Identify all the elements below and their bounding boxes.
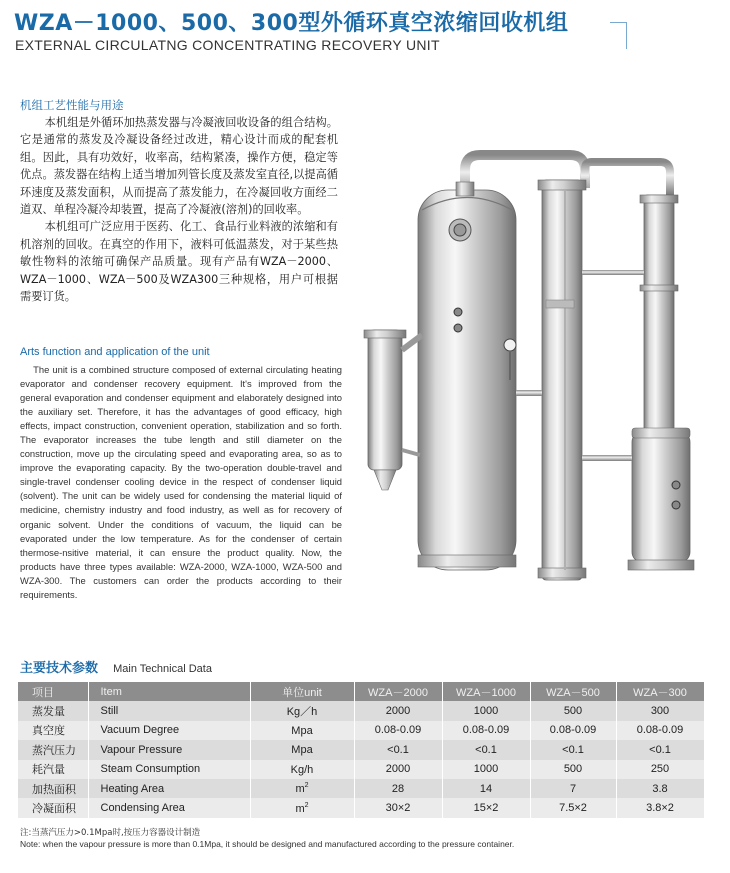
row-label-en: Vapour Pressure — [88, 740, 250, 759]
cell-wza300: 3.8 — [616, 779, 704, 798]
column-header-item-en: Item — [88, 682, 250, 701]
row-unit — [250, 740, 354, 759]
row-unit — [250, 760, 354, 779]
unit-text: m — [295, 783, 305, 796]
column-header-wza300: WZA－300 — [616, 682, 704, 701]
row-unit — [250, 798, 354, 817]
spec-table — [18, 682, 705, 818]
equipment-photo — [360, 150, 720, 590]
page-title: WZA－1000、500、300型外循环真空浓缩回收机组 — [14, 11, 569, 36]
cell-wza500: <0.1 — [530, 740, 616, 759]
row-label-cn: 加热面积 — [18, 779, 88, 798]
row-label-cn: 冷凝面积 — [18, 798, 88, 817]
footnote — [20, 828, 514, 850]
params-heading — [20, 657, 212, 676]
page-subtitle: EXTERNAL CIRCULATNG CONCENTRATING RECOVERY UNIT — [15, 37, 440, 53]
paragraph-cn-2: 本机组可广泛应用于医药、化工、食品行业料液的浓缩和有机溶剂的回收。在真空的作用下，液料可低温蒸发，对于某些热敏性物料的浓缩可确保产品质量。现有产品有WZA－2000、WZA－1000、WZA－500及WZA300三种规格，用户可根据需要订货。 — [20, 220, 338, 304]
table-row — [18, 760, 704, 779]
cell-wza2000: 0.08-0.09 — [354, 721, 442, 740]
cell-wza500: 500 — [530, 701, 616, 720]
unit-text: Mpa — [291, 744, 313, 757]
row-label-cn: 蒸发量 — [18, 701, 88, 720]
params-heading-en: Main Technical Data — [113, 663, 212, 675]
cell-wza300: <0.1 — [616, 740, 704, 759]
cell-wza1000: 1000 — [442, 701, 530, 720]
row-unit — [250, 701, 354, 720]
row-label-en: Steam Consumption — [88, 760, 250, 779]
unit-exponent: 2 — [304, 782, 309, 790]
cell-wza1000: 14 — [442, 779, 530, 798]
column-header-item-cn: 项目 — [18, 682, 88, 701]
paragraph-cn-1: 本机组是外循环加热蒸发器与冷凝液回收设备的组合结构。它是通常的蒸发及冷凝设备经过改进，精心设计而成的配套机组。因此，具有功效好，收率高，结构紧凑，操作方便，稳定等优点。蒸发器在结构上适当增加列管长度及蒸发室直径,以提高循环速度及蒸发面积，从而提高了蒸发能力，在冷凝回收方面经二道双、单程冷凝冷却装置，提高了冷凝液(溶剂)的回收率。 — [20, 116, 338, 217]
cell-wza500: 500 — [530, 760, 616, 779]
row-unit — [250, 721, 354, 740]
footnote-cn: 注:当蒸汽压力>0.1Mpa时,按压力容器设计制造 — [20, 828, 201, 838]
row-label-cn: 蒸汽压力 — [18, 740, 88, 759]
column-header-wza1000: WZA－1000 — [442, 682, 530, 701]
cell-wza500: 7.5×2 — [530, 798, 616, 817]
row-unit — [250, 779, 354, 798]
row-label-en: Vacuum Degree — [88, 721, 250, 740]
description-en — [20, 363, 342, 602]
table-row — [18, 701, 704, 720]
cell-wza1000: 15×2 — [442, 798, 530, 817]
table-row — [18, 779, 704, 798]
cell-wza300: 250 — [616, 760, 704, 779]
row-label-en: Condensing Area — [88, 798, 250, 817]
row-label-cn: 真空度 — [18, 721, 88, 740]
column-header-wza2000: WZA－2000 — [354, 682, 442, 701]
table-row — [18, 721, 704, 740]
row-label-cn: 耗汽量 — [18, 760, 88, 779]
unit-text: m — [295, 802, 305, 815]
cell-wza2000: 30×2 — [354, 798, 442, 817]
cell-wza1000: 1000 — [442, 760, 530, 779]
params-heading-cn: 主要技术参数 — [20, 661, 99, 676]
cell-wza500: 7 — [530, 779, 616, 798]
row-label-en: Heating Area — [88, 779, 250, 798]
cell-wza2000: <0.1 — [354, 740, 442, 759]
unit-text: Mpa — [291, 724, 313, 737]
cell-wza2000: 28 — [354, 779, 442, 798]
table-row — [18, 798, 704, 817]
cell-wza300: 3.8×2 — [616, 798, 704, 817]
unit-text: Kg／h — [286, 706, 318, 719]
cell-wza500: 0.08-0.09 — [530, 721, 616, 740]
row-label-en: Still — [88, 701, 250, 720]
table-row — [18, 740, 704, 759]
footnote-en: Note: when the vapour pressure is more than 0.1Mpa, it should be designed and manufactured according to the pressure container. — [20, 839, 515, 849]
unit-text: Kg/h — [290, 763, 314, 776]
cell-wza300: 0.08-0.09 — [616, 721, 704, 740]
paragraph-en-1: The unit is a combined structure composed of external circulating heating evaporator and condenser recovery equipment. It's improved from the general evaporation and condenser equipment and elaborately designed into the auxiliary set. Therefore, it has the advantages of good efficacy, high effects, impact construction, convenient operation, stabilization and so forth. The evaporator increases the tube length and still diameter on the construction, move up the circulating speed and evaporating area, so as to improve the evaporating capacity. By the two-operation double-travel and single-travel condenser cooling device in the respect of condenser liquid (solvent). The unit can be widely used for condensing the material liquid of medicine, chemistry industry and food industry, as well as for recovery of organic solvent. Under the conditions of vacuum, the liquid can be evaporated under the low temperature. As for the condenser of certain thermose-nsitive material, it can ensure the product quality. Now, the products have three types available: WZA-2000, WZA-1000, WZA-500 and WZA-300. The customers can order the products according to their requirements. — [20, 364, 342, 600]
table-header-row — [18, 682, 704, 701]
cell-wza1000: 0.08-0.09 — [442, 721, 530, 740]
column-header-unit: 单位unit — [250, 682, 354, 701]
section-heading-en: Arts function and application of the unit — [20, 346, 210, 358]
cell-wza1000: <0.1 — [442, 740, 530, 759]
section-heading-cn: 机组工艺性能与用途 — [20, 98, 124, 112]
cell-wza2000: 2000 — [354, 701, 442, 720]
title-decoration — [610, 22, 627, 49]
description-cn — [20, 114, 338, 305]
unit-exponent: 2 — [304, 801, 309, 809]
cell-wza300: 300 — [616, 701, 704, 720]
column-header-wza500: WZA－500 — [530, 682, 616, 701]
cell-wza2000: 2000 — [354, 760, 442, 779]
